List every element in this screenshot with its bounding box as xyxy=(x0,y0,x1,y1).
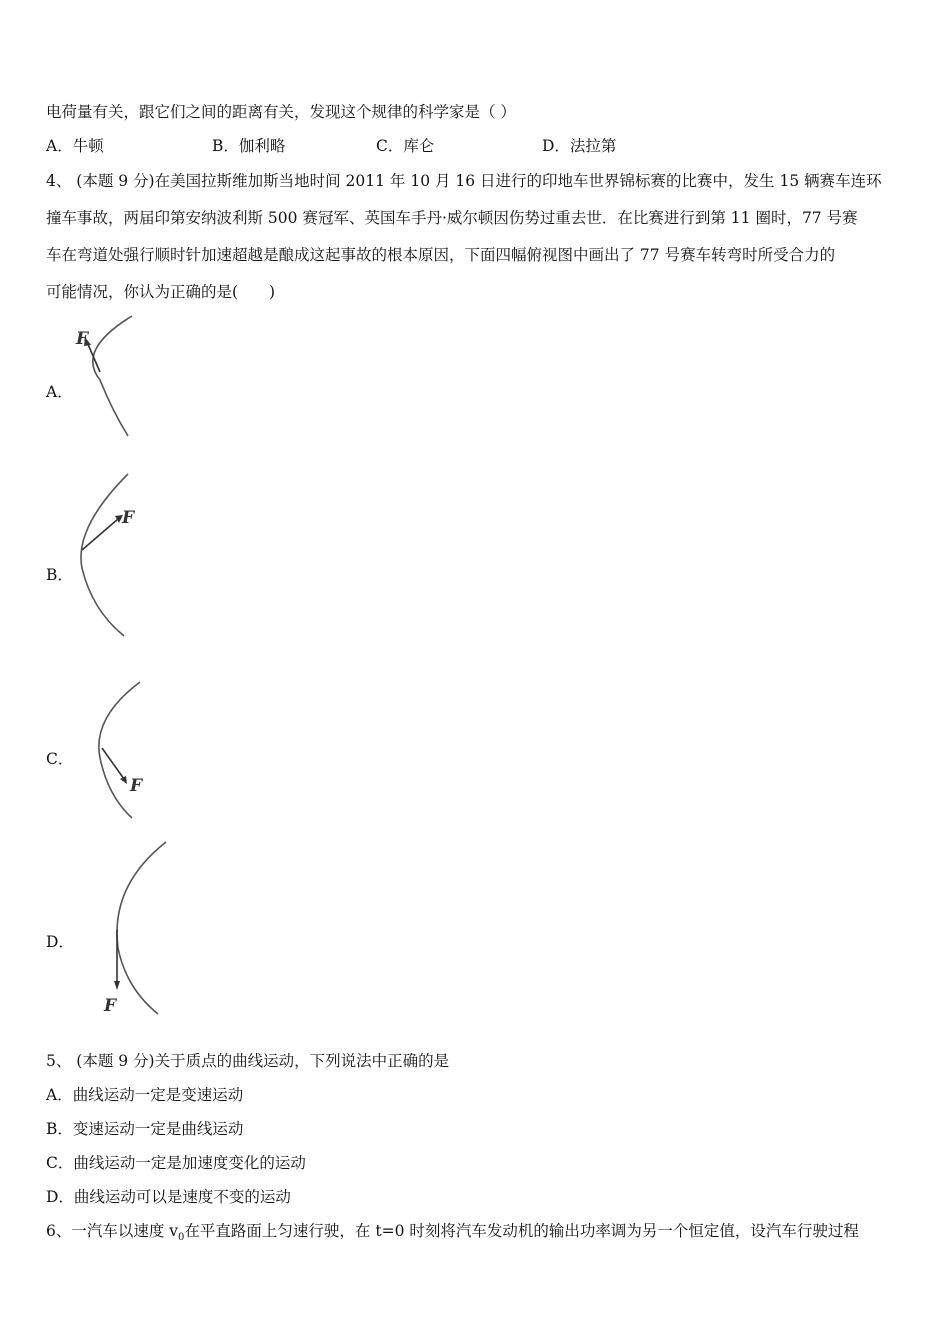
figure-a xyxy=(70,310,150,440)
q6-stem-part-1: 6、一汽车以速度 v xyxy=(46,1222,179,1240)
figure-b-label: B． xyxy=(46,566,73,584)
figure-a-force-label: F xyxy=(76,329,89,349)
figure-c-force-label: F xyxy=(130,776,143,796)
q4-stem-line-3: 车在弯道处强行顺时针加速超越是酿成这起事故的根本原因，下面四幅俯视图中画出了 77 号赛车转弯时所受合力的 xyxy=(46,246,836,264)
q5-stem: 5、 (本题 9 分)关于质点的曲线运动，下列说法中正确的是 xyxy=(46,1052,450,1070)
q3-option-b: B．伽利略 xyxy=(212,137,286,155)
q4-stem-line-1: 4、 (本题 9 分)在美国拉斯维加斯当地时间 2011 年 10 月 16 日进行的印地车世界锦标赛的比赛中，发生 15 辆赛车连环 xyxy=(46,172,882,190)
figure-d-label: D． xyxy=(46,933,74,951)
figure-a-curve xyxy=(93,316,132,436)
q5-option-b: B．变速运动一定是曲线运动 xyxy=(46,1120,244,1138)
q6-stem xyxy=(46,1221,859,1248)
figure-a-label: A． xyxy=(46,383,73,401)
figure-c-force-arrow xyxy=(102,748,124,779)
figure-d-curve xyxy=(117,842,166,1014)
q6-subscript: 0 xyxy=(178,1232,185,1244)
figure-b-force-label: F xyxy=(122,508,135,528)
q6-stem-part-2: 在平直路面上匀速行驶，在 t=0 时刻将汽车发动机的输出功率调为另一个恒定值，设汽车行驶过程 xyxy=(184,1222,859,1240)
q4-stem-line-2: 撞车事故，两届印第安纳波利斯 500 赛冠军、英国车手丹·威尔顿因伤势过重去世．在比赛进行到第 11 圈时，77 号赛 xyxy=(46,209,858,227)
q3-stem-tail: 电荷量有关，跟它们之间的距离有关，发现这个规律的科学家是（ ） xyxy=(46,103,516,121)
figure-d-arrowhead xyxy=(114,981,120,990)
figure-b-curve xyxy=(81,474,128,636)
figure-d-force-label: F xyxy=(104,996,117,1016)
q5-option-d: D．曲线运动可以是速度不变的运动 xyxy=(46,1188,291,1206)
q3-option-a: A．牛顿 xyxy=(46,137,104,155)
figure-c xyxy=(90,678,170,823)
q5-option-c: C．曲线运动一定是加速度变化的运动 xyxy=(46,1154,306,1172)
figure-b-force-arrow xyxy=(82,519,118,550)
figure-d xyxy=(96,838,176,1023)
q3-option-d: D．法拉第 xyxy=(542,137,617,155)
q3-option-c: C．库仑 xyxy=(376,137,435,155)
figure-c-label: C． xyxy=(46,750,74,768)
figure-b xyxy=(70,470,160,640)
q5-option-a: A．曲线运动一定是变速运动 xyxy=(46,1086,244,1104)
figure-c-curve xyxy=(99,682,140,818)
q4-stem-line-4: 可能情况，你认为正确的是( ) xyxy=(46,283,276,301)
